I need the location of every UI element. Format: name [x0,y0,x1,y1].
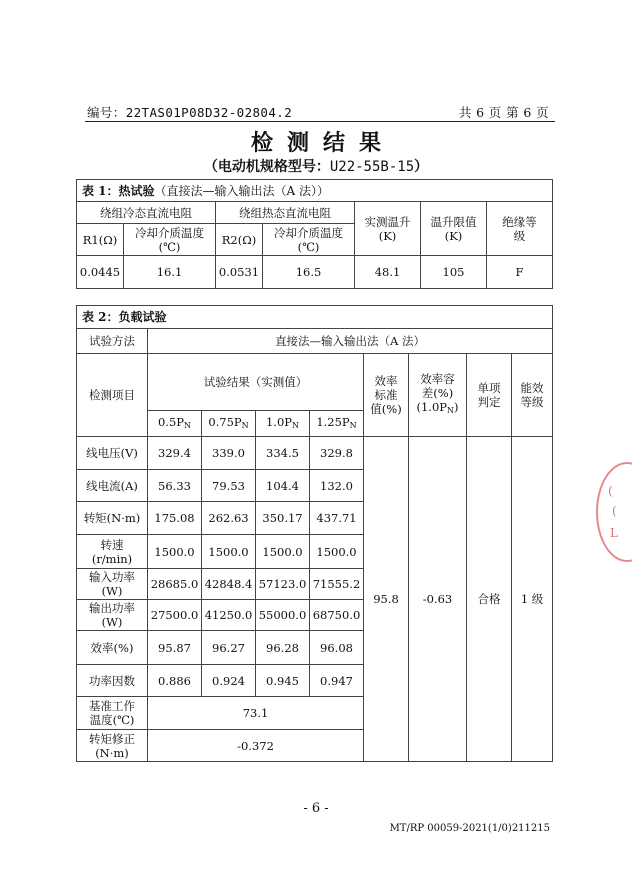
table1-caption [77,180,553,202]
r2-value: 0.0531 [216,256,263,289]
temp-limit-header [421,202,487,256]
hot-coolant-value: 16.5 [263,256,355,289]
hot-coolant-header [263,224,355,256]
load-point-label: 1.25P [316,414,350,429]
item-label: 检测项目 [77,354,148,437]
row-label-text: 效率(%) [90,640,134,655]
load-point-label: 0.75P [208,414,242,429]
row-label [77,470,148,502]
seal-stamp-fragment: ( ( L [596,462,632,562]
load-point-1.0 [256,411,310,437]
row-value: 104.4 [256,470,310,502]
row-value: 42848.4 [202,569,256,600]
row-value: 329.8 [310,437,364,470]
temp-limit-header-text: 温升限值 (K) [430,214,477,243]
eff-standard-header-text: 效率 标准 值(%) [370,374,402,416]
row-value: 41250.0 [202,600,256,631]
row-value: 96.27 [202,631,256,665]
torque-correction-label [77,730,148,762]
ref-temp-label [77,697,148,730]
load-point-1.25 [310,411,364,437]
load-point-0.75 [202,411,256,437]
page-info: 共 6 页 第 6 页 [458,105,549,120]
subtitle-prefix: （电动机规格型号： [203,159,330,175]
load-point-0.5 [148,411,202,437]
load-test-table [76,305,553,762]
row-value: 1500.0 [310,535,364,569]
temp-rise-header [355,202,421,256]
table1-caption-title: 表 1：热试验 [82,183,155,198]
motor-model: U22-55B-15 [329,159,415,175]
row-value: 55000.0 [256,600,310,631]
eff-tolerance-header-end: ) [454,400,459,414]
row-value: 1500.0 [148,535,202,569]
load-point-label: 1.0P [265,414,293,429]
ref-temp-label-text: 基准工作 温度(℃) [89,699,135,727]
cold-coolant-header-text: 冷却介质温度 (℃) [135,225,204,254]
energy-grade-header-text: 能效 等级 [520,381,544,409]
eff-tolerance-sub: N [447,406,454,415]
row-value: 57123.0 [256,569,310,600]
cold-resistance-header: 绕组冷态直流电阻 [77,202,216,224]
torque-correction-label-text: 转矩修正 (N·m) [89,731,135,760]
cold-coolant-value: 16.1 [124,256,216,289]
r1-header: R1(Ω) [77,224,124,256]
eff-standard-value: 95.8 [364,437,409,762]
temp-limit-value: 105 [421,256,487,289]
row-label-text: 输出功率 (W) [89,601,135,629]
row-label [77,535,148,569]
row-value: 0.886 [148,665,202,697]
row-value: 95.87 [148,631,202,665]
row-label [77,502,148,535]
temp-rise-header-text: 实测温升 (K) [364,214,411,243]
row-value: 339.0 [202,437,256,470]
insulation-value: F [487,256,553,289]
page-header [85,103,555,122]
row-label-text: 输入功率 (W) [89,570,135,598]
eff-tolerance-header-text: 效率容 差(%) (1.0P [416,372,455,414]
single-verdict-header-text: 单项 判定 [477,381,501,409]
row-value: 175.08 [148,502,202,535]
row-value: 96.28 [256,631,310,665]
row-value: 27500.0 [148,600,202,631]
document-code: MT/RP 00059-2021(1/0)211215 [389,823,550,834]
row-value: 1500.0 [256,535,310,569]
row-label-text: 转速 (r/min) [91,537,133,566]
method-value: 直接法—输入输出法（A 法） [148,329,553,354]
energy-grade-value: 1 级 [512,437,553,762]
results-label: 试验结果（实测值） [148,354,364,411]
temp-rise-value: 48.1 [355,256,421,289]
single-verdict-header [467,354,512,437]
row-label [77,631,148,665]
row-label [77,569,148,600]
table2-caption-title: 表 2：负载试验 [82,310,167,324]
document-number: 编号：22TAS01P08D32-02804.2 [87,105,293,120]
ref-temp-value: 73.1 [148,697,364,730]
insulation-header-text: 绝缘等 级 [502,214,537,243]
page-number: - 6 - [303,801,329,816]
row-value: 437.71 [310,502,364,535]
row-label-text: 功率因数 [89,673,135,688]
row-value: 96.08 [310,631,364,665]
row-label [77,437,148,470]
method-label: 试验方法 [77,329,148,354]
eff-tolerance-header [409,354,467,437]
row-value: 262.63 [202,502,256,535]
eff-standard-header [364,354,409,437]
row-value: 28685.0 [148,569,202,600]
table2-caption [77,306,553,329]
row-value: 350.17 [256,502,310,535]
page-title: 检测结果 [250,130,395,156]
r1-value: 0.0445 [77,256,124,289]
row-label-text: 线电压(V) [86,446,138,460]
row-value: 334.5 [256,437,310,470]
load-point-sub: N [292,420,300,430]
row-value: 71555.2 [310,569,364,600]
row-value: 0.945 [256,665,310,697]
insulation-header [487,202,553,256]
row-value: 329.4 [148,437,202,470]
row-value: 132.0 [310,470,364,502]
energy-grade-header [512,354,553,437]
hot-coolant-header-text: 冷却介质温度 (℃) [274,225,343,254]
eff-tolerance-value: -0.63 [409,437,467,762]
row-label-text: 线电流(A) [86,478,138,493]
load-point-sub: N [184,420,192,430]
verdict-value: 合格 [467,437,512,762]
row-value: 56.33 [148,470,202,502]
row-label [77,600,148,631]
row-value: 1500.0 [202,535,256,569]
row-value: 0.924 [202,665,256,697]
subtitle-suffix: ） [414,159,429,175]
row-value: 68750.0 [310,600,364,631]
load-point-label: 0.5P [157,414,185,429]
row-label [77,665,148,697]
row-value: 79.53 [202,470,256,502]
hot-resistance-header: 绕组热态直流电阻 [216,202,355,224]
thermal-test-table [76,179,553,289]
motor-model-subtitle [0,156,632,176]
cold-coolant-header [124,224,216,256]
torque-correction-value: -0.372 [148,730,364,762]
row-label-text: 转矩(N·m) [83,511,141,525]
table1-caption-method: （直接法—输入输出法（A 法）） [154,183,330,198]
load-point-sub: N [241,420,249,430]
r2-header: R2(Ω) [216,224,263,256]
load-point-sub: N [349,420,357,430]
row-value: 0.947 [310,665,364,697]
